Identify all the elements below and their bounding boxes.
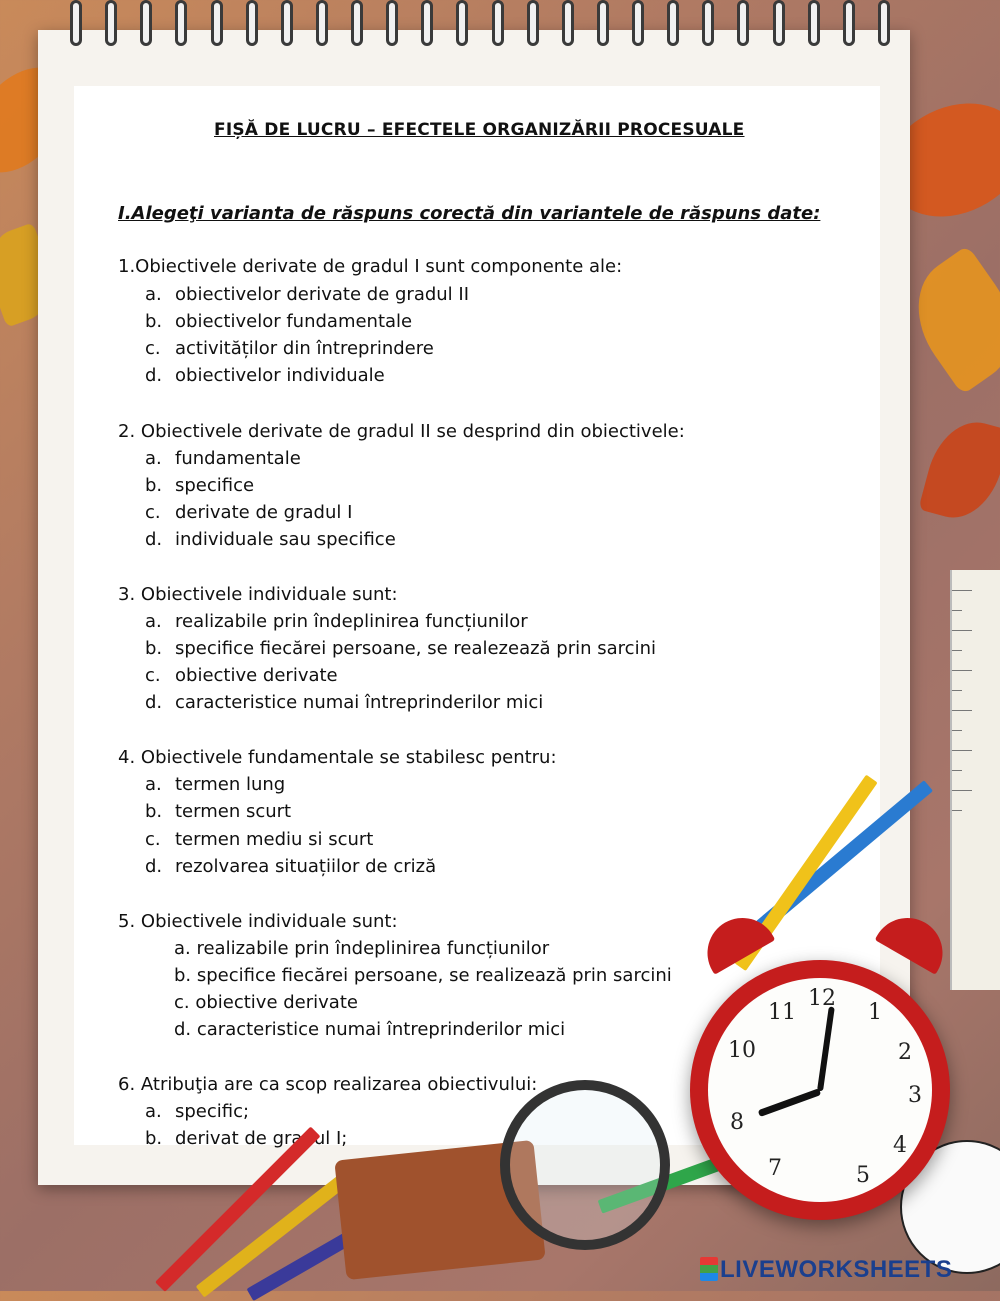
autumn-leaf-decoration [918,413,1000,528]
option-4d[interactable] [145,856,436,877]
clock-minute-hand [817,1006,835,1091]
option-letter: a. [145,611,162,632]
question-4: 4. Obiectivele fundamentale se stabilesc pentru: [118,747,557,768]
section-instruction: I.Alegeţi varianta de răspuns corectă din variantele de răspuns date: [118,203,821,224]
option-text: derivat de gradul I; [175,1128,348,1149]
option-text: termen scurt [175,801,292,822]
binding-ring [140,0,152,46]
option-3a[interactable] [145,611,528,632]
option-text: realizabile prin îndeplinirea funcțiunilor [175,611,528,632]
option-text: termen mediu si scurt [175,829,374,850]
clock-number: 2 [898,1040,912,1065]
option-text: specific; [175,1101,250,1122]
question-5: 5. Obiectivele individuale sunt: [118,911,398,932]
option-letter: d. [145,365,163,386]
option-6a[interactable] [145,1101,249,1122]
binding-ring [527,0,539,46]
binding-ring [773,0,785,46]
option-letter: b. [145,311,163,332]
option-4c[interactable] [145,829,373,850]
spiral-binding [70,0,890,50]
alarm-clock-decoration [690,960,950,1220]
binding-ring [878,0,890,46]
option-letter: b. [145,638,163,659]
option-letter: c. [145,502,161,523]
clock-face [708,978,932,1202]
option-letter: a. [145,1101,162,1122]
liveworksheets-brand: LIVEWORKSHEETS [720,1256,953,1283]
option-letter: a. [145,774,162,795]
option-1b[interactable] [145,311,412,332]
option-text: caracteristice numai întreprinderilor mici [175,692,544,713]
option-letter: c. [145,829,161,850]
clock-hour-hand [758,1088,821,1117]
question-1: 1.Obiectivele derivate de gradul I sunt componente ale: [118,256,623,277]
liveworksheets-logo-icon [700,1257,718,1281]
option-letter: a. [145,284,162,305]
option-letter: c. [145,338,161,359]
option-2b[interactable] [145,475,254,496]
binding-ring [281,0,293,46]
binding-ring [421,0,433,46]
option-5d[interactable]: d. caracteristice numai întreprinderilor mici [174,1019,566,1040]
option-text: specifice [175,475,255,496]
option-text: obiectivelor individuale [175,365,385,386]
clock-number: 11 [768,1000,796,1025]
binding-ring [667,0,679,46]
binding-ring [702,0,714,46]
binding-ring [492,0,504,46]
binding-ring [105,0,117,46]
option-1c[interactable] [145,338,434,359]
clock-number: 7 [768,1156,782,1181]
binding-ring [632,0,644,46]
option-letter: d. [145,529,163,550]
worksheet-title: FIȘĂ DE LUCRU – EFECTELE ORGANIZĂRII PROCESUALE [214,120,745,140]
clock-number: 4 [893,1133,907,1158]
binding-ring [70,0,82,46]
option-3c[interactable] [145,665,338,686]
option-2a[interactable] [145,448,301,469]
option-text: rezolvarea situațiilor de criză [175,856,437,877]
option-5b[interactable]: b. specifice fiecărei persoane, se realizează prin sarcini [174,965,672,986]
binding-ring [562,0,574,46]
option-2c[interactable] [145,502,352,523]
binding-ring [456,0,468,46]
binding-ring [843,0,855,46]
question-3: 3. Obiectivele individuale sunt: [118,584,398,605]
option-letter: b. [145,475,163,496]
question-6: 6. Atribuţia are ca scop realizarea obiectivului: [118,1074,538,1095]
magnifier-decoration [500,1080,670,1250]
option-letter: d. [145,856,163,877]
binding-ring [808,0,820,46]
option-4b[interactable] [145,801,291,822]
option-4a[interactable] [145,774,285,795]
clock-number: 8 [730,1110,744,1135]
option-text: derivate de gradul I [175,502,353,523]
option-letter: b. [145,1128,163,1149]
option-3b[interactable] [145,638,656,659]
clock-number: 10 [728,1038,756,1063]
option-1a[interactable] [145,284,469,305]
option-5a[interactable]: a. realizabile prin îndeplinirea funcțiunilor [174,938,550,959]
binding-ring [211,0,223,46]
option-2d[interactable] [145,529,396,550]
binding-ring [737,0,749,46]
question-2: 2. Obiectivele derivate de gradul II se desprind din obiectivele: [118,421,685,442]
binding-ring [175,0,187,46]
option-text: fundamentale [175,448,301,469]
binding-ring [351,0,363,46]
binding-ring [246,0,258,46]
option-letter: c. [145,665,161,686]
clock-number: 12 [808,986,836,1011]
option-letter: b. [145,801,163,822]
clock-number: 1 [868,1000,882,1025]
binding-ring [316,0,328,46]
option-1d[interactable] [145,365,385,386]
option-3d[interactable] [145,692,543,713]
clock-number: 3 [908,1083,922,1108]
option-text: specifice fiecărei persoane, se realezează prin sarcini [175,638,656,659]
option-text: obiectivelor derivate de gradul II [175,284,470,305]
option-text: individuale sau specifice [175,529,396,550]
option-letter: a. [145,448,162,469]
option-text: obiective derivate [175,665,338,686]
option-text: obiectivelor fundamentale [175,311,413,332]
binding-ring [386,0,398,46]
clock-number: 5 [856,1163,870,1188]
option-text: termen lung [175,774,286,795]
option-letter: d. [145,692,163,713]
ruler-decoration [950,570,1000,990]
binding-ring [597,0,609,46]
option-text: activităților din întreprindere [175,338,434,359]
option-5c[interactable]: c. obiective derivate [174,992,358,1013]
